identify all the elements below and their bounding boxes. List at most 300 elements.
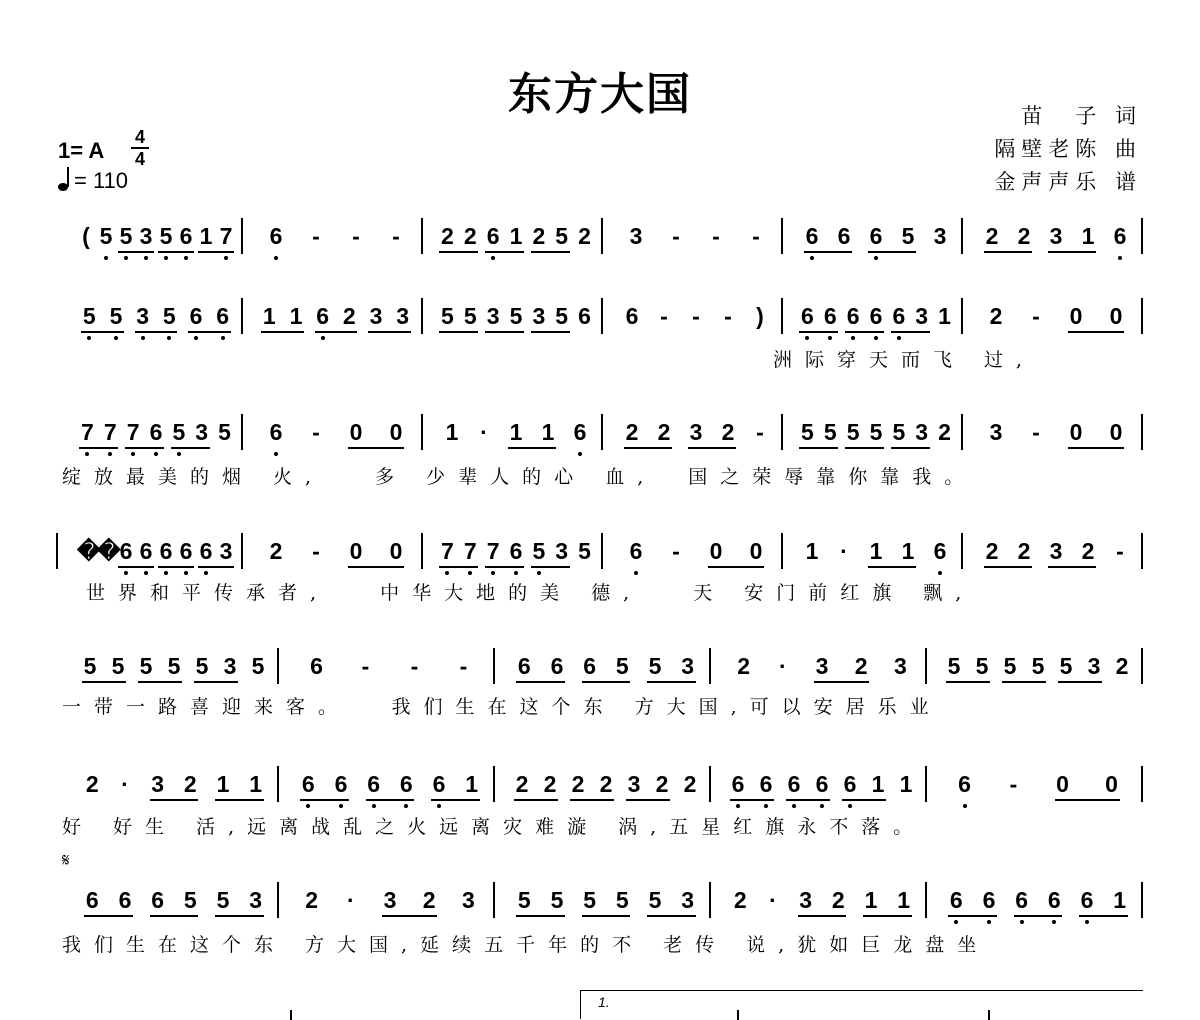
lower-octave-dot xyxy=(851,336,855,340)
note-numeral: 3 xyxy=(461,887,475,913)
note-numeral: 6 xyxy=(1080,887,1094,913)
note-numeral: 2 xyxy=(599,771,613,797)
lower-octave-dot xyxy=(634,571,638,575)
note-numeral: 2 xyxy=(985,538,999,564)
note-numeral: 2 xyxy=(543,771,557,797)
underline-beam xyxy=(868,251,916,253)
underline-beam xyxy=(582,681,631,683)
note-numeral: 3 xyxy=(486,303,500,329)
lower-octave-dot xyxy=(820,804,824,808)
lower-octave-dot xyxy=(987,920,991,924)
underline-beam xyxy=(158,566,194,568)
note-numeral: 1 xyxy=(901,538,915,564)
note-numeral: 5 xyxy=(550,887,564,913)
underline-beam xyxy=(868,566,916,568)
underline-beam xyxy=(348,447,404,449)
note-numeral: 3 xyxy=(396,303,410,329)
dash-sustain: - xyxy=(1116,538,1124,564)
lyrics-line: 绽放最美的烟 火, 多 少辈人的心 血, 国之荣辱靠你靠我。 xyxy=(62,466,977,488)
note-numeral: 6 xyxy=(199,538,213,564)
time-signature-top: 4 xyxy=(134,127,145,147)
underline-beam xyxy=(514,799,558,801)
underline-beam xyxy=(624,447,672,449)
note-numeral: 5 xyxy=(172,419,186,445)
barline xyxy=(961,533,963,569)
note-numeral: 6 xyxy=(578,303,591,329)
underline-beam xyxy=(647,915,696,917)
note-numeral: 0 xyxy=(709,538,723,564)
note-numeral: 6 xyxy=(334,771,348,797)
barline xyxy=(961,414,963,450)
note-numeral: 5 xyxy=(901,223,915,249)
lower-octave-dot xyxy=(537,571,541,575)
note-numeral: 2 xyxy=(515,771,529,797)
underline-beam xyxy=(1048,566,1096,568)
underline-beam xyxy=(845,447,884,449)
barline xyxy=(277,766,279,802)
underline-beam xyxy=(804,251,852,253)
dash-sustain: - xyxy=(410,653,419,679)
note-numeral: 2 xyxy=(1081,538,1095,564)
note-numeral: 0 xyxy=(349,538,363,564)
note-numeral: 5 xyxy=(216,887,230,913)
underline-beam xyxy=(215,915,264,917)
barline xyxy=(601,414,603,450)
note-numeral: 2 xyxy=(938,419,951,445)
underline-beam xyxy=(485,331,524,333)
underline-beam xyxy=(786,799,830,801)
underline-beam xyxy=(891,331,930,333)
barline xyxy=(1141,648,1143,684)
underline-beam xyxy=(215,799,264,801)
note-numeral: 6 xyxy=(583,653,597,679)
barline xyxy=(241,414,243,450)
dash-sustain: - xyxy=(672,223,680,249)
lower-octave-dot xyxy=(514,571,518,575)
barline xyxy=(493,766,495,802)
note-numeral: 2 xyxy=(1017,223,1031,249)
note-numeral: 1 xyxy=(249,771,263,797)
note-numeral: 2 xyxy=(683,771,697,797)
note-numeral: 7 xyxy=(219,223,233,249)
note-numeral: 5 xyxy=(975,653,989,679)
underline-beam xyxy=(485,251,524,253)
dash-sustain: - xyxy=(724,303,732,329)
note-numeral: 5 xyxy=(463,303,477,329)
barline xyxy=(601,298,603,334)
note-numeral: 6 xyxy=(269,419,283,445)
note-numeral: 6 xyxy=(432,771,446,797)
underline-beam xyxy=(814,681,869,683)
note-numeral: 5 xyxy=(892,419,906,445)
underline-beam xyxy=(626,799,670,801)
note-numeral: 1 xyxy=(899,771,913,797)
lower-octave-dot xyxy=(1052,920,1056,924)
barline xyxy=(241,533,243,569)
note-numeral: 6 xyxy=(118,887,132,913)
note-numeral: 5 xyxy=(183,887,197,913)
note-numeral: 2 xyxy=(422,887,436,913)
underline-beam xyxy=(485,566,524,568)
note-numeral: 5 xyxy=(167,653,181,679)
note-numeral: 3 xyxy=(815,653,829,679)
underline-beam xyxy=(198,566,234,568)
note-numeral: 6 xyxy=(869,223,883,249)
note-numeral: 6 xyxy=(759,771,773,797)
note-numeral: 6 xyxy=(399,771,413,797)
underline-beam xyxy=(171,447,210,449)
notation-mark: ( xyxy=(82,223,90,249)
note-numeral: 5 xyxy=(648,887,662,913)
lyrics-line: 好 好生 活,远离战乱之火远离灾难漩 涡,五星红旗永不落。 xyxy=(62,816,926,838)
underline-beam xyxy=(799,331,838,333)
barline xyxy=(241,218,243,254)
note-numeral: 3 xyxy=(195,419,209,445)
note-numeral: 2 xyxy=(733,887,747,913)
lower-octave-dot xyxy=(372,804,376,808)
note-numeral: 3 xyxy=(532,303,546,329)
note-numeral: 0 xyxy=(1109,303,1123,329)
note-numeral: 5 xyxy=(578,538,591,564)
note-numeral: 0 xyxy=(1069,303,1083,329)
note-numeral: 3 xyxy=(627,771,641,797)
note-numeral: 5 xyxy=(119,223,133,249)
note-numeral: 2 xyxy=(721,419,735,445)
underline-beam xyxy=(1048,251,1096,253)
note-numeral: 5 xyxy=(109,303,123,329)
note-numeral: 1 xyxy=(509,419,523,445)
lower-octave-dot xyxy=(874,256,878,260)
note-numeral: 6 xyxy=(367,771,381,797)
underline-beam xyxy=(198,251,234,253)
barline xyxy=(737,1010,739,1020)
note-numeral: 6 xyxy=(1015,887,1029,913)
notation-mark: · xyxy=(121,771,129,797)
underline-beam xyxy=(948,915,997,917)
note-numeral: 5 xyxy=(509,303,523,329)
note-numeral: 5 xyxy=(441,303,454,329)
note-numeral: 3 xyxy=(383,887,397,913)
lower-octave-dot xyxy=(404,804,408,808)
underline-beam xyxy=(1068,447,1124,449)
dash-sustain: - xyxy=(660,303,668,329)
underline-beam xyxy=(135,331,178,333)
barline xyxy=(961,298,963,334)
note-numeral: 2 xyxy=(737,653,750,679)
underline-beam xyxy=(1055,799,1120,801)
barline xyxy=(1141,298,1143,334)
note-numeral: 3 xyxy=(893,653,907,679)
underline-beam xyxy=(845,331,884,333)
lower-octave-dot xyxy=(141,336,145,340)
note-numeral: 2 xyxy=(1017,538,1031,564)
volta-bracket xyxy=(580,990,1143,1019)
note-numeral: 2 xyxy=(854,653,868,679)
note-numeral: 7 xyxy=(441,538,454,564)
barline xyxy=(493,882,495,918)
barline xyxy=(277,882,279,918)
barline xyxy=(1141,533,1143,569)
underline-beam xyxy=(531,331,570,333)
lower-octave-dot xyxy=(963,804,967,808)
dash-sustain: - xyxy=(352,223,360,249)
underline-beam xyxy=(531,566,570,568)
underline-beam xyxy=(150,915,199,917)
note-numeral: 5 xyxy=(159,223,173,249)
note-numeral: 5 xyxy=(869,419,883,445)
lower-octave-dot xyxy=(491,256,495,260)
note-numeral: 2 xyxy=(1115,653,1129,679)
note-numeral: 5 xyxy=(83,653,97,679)
barline xyxy=(56,533,58,569)
notation-mark: · xyxy=(480,419,488,445)
notation-mark: · xyxy=(769,887,777,913)
note-numeral: 0 xyxy=(1069,419,1083,445)
dash-sustain: - xyxy=(1032,303,1040,329)
note-numeral: 3 xyxy=(915,303,929,329)
note-numeral: 6 xyxy=(316,303,330,329)
barline xyxy=(1141,414,1143,450)
note-numeral: 3 xyxy=(136,303,150,329)
note-numeral: 0 xyxy=(349,419,363,445)
note-numeral: 1 xyxy=(1113,887,1127,913)
note-numeral: 5 xyxy=(615,653,629,679)
note-numeral: 6 xyxy=(550,653,564,679)
lower-octave-dot xyxy=(938,571,942,575)
notation-mark: · xyxy=(346,887,355,913)
notation-mark: ) xyxy=(756,303,764,329)
note-numeral: 7 xyxy=(81,419,94,445)
note-numeral: 0 xyxy=(1056,771,1069,797)
underline-beam xyxy=(138,681,182,683)
note-numeral: 5 xyxy=(583,887,597,913)
underline-beam xyxy=(1014,915,1063,917)
note-numeral: 2 xyxy=(269,538,283,564)
note-numeral: 6 xyxy=(149,419,163,445)
lower-octave-dot xyxy=(124,571,128,575)
note-numeral: 3 xyxy=(151,771,165,797)
underline-beam xyxy=(439,331,478,333)
underline-beam xyxy=(708,566,764,568)
lower-octave-dot xyxy=(1085,920,1089,924)
underline-beam xyxy=(1058,681,1102,683)
barline xyxy=(277,648,279,684)
note-numeral: 5 xyxy=(846,419,860,445)
lower-octave-dot xyxy=(764,804,768,808)
lower-octave-dot xyxy=(104,256,108,260)
lower-octave-dot xyxy=(274,256,278,260)
barline xyxy=(601,533,603,569)
dash-sustain: - xyxy=(312,223,320,249)
note-numeral: 5 xyxy=(801,419,814,445)
lower-octave-dot xyxy=(154,452,158,456)
note-numeral: 5 xyxy=(162,303,176,329)
note-numeral: 2 xyxy=(625,419,639,445)
time-signature-bottom: 4 xyxy=(134,149,145,169)
note-numeral: 0 xyxy=(1105,771,1118,797)
note-numeral: 5 xyxy=(218,419,231,445)
lower-octave-dot xyxy=(204,571,208,575)
note-numeral: 1 xyxy=(541,419,555,445)
note-numeral: 3 xyxy=(219,538,233,564)
underline-beam xyxy=(82,681,126,683)
note-numeral: 6 xyxy=(216,303,230,329)
notation-mark: � xyxy=(77,538,101,564)
barline xyxy=(709,766,711,802)
note-numeral: 3 xyxy=(249,887,263,913)
note-numeral: 5 xyxy=(99,223,113,249)
key-signature: 1= A xyxy=(58,138,105,163)
notation-mark: · xyxy=(840,538,848,564)
note-numeral: 1 xyxy=(869,538,883,564)
note-numeral: 0 xyxy=(389,538,403,564)
lyrics-line: 洲际穿天而飞 过, xyxy=(773,349,1036,371)
lower-octave-dot xyxy=(792,804,796,808)
segno-sign: 𝄋 xyxy=(62,850,70,871)
lower-octave-dot xyxy=(874,336,878,340)
note-numeral: 5 xyxy=(111,653,125,679)
note-numeral: 5 xyxy=(195,653,209,679)
note-numeral: 1 xyxy=(897,887,911,913)
lower-octave-dot xyxy=(954,920,958,924)
underline-beam xyxy=(382,915,437,917)
barline xyxy=(290,1010,292,1020)
dash-sustain: - xyxy=(692,303,700,329)
note-numeral: 5 xyxy=(1003,653,1017,679)
underline-beam xyxy=(798,915,847,917)
note-numeral: 2 xyxy=(985,223,999,249)
lower-octave-dot xyxy=(184,256,188,260)
notation-mark: · xyxy=(778,653,787,679)
lower-octave-dot xyxy=(848,804,852,808)
underline-beam xyxy=(1002,681,1046,683)
note-numeral: 2 xyxy=(571,771,585,797)
underline-beam xyxy=(984,251,1032,253)
note-numeral: 3 xyxy=(689,419,703,445)
note-numeral: 5 xyxy=(648,653,662,679)
underline-beam xyxy=(1068,331,1124,333)
note-numeral: 6 xyxy=(189,303,203,329)
note-numeral: 2 xyxy=(657,419,671,445)
lower-octave-dot xyxy=(810,256,814,260)
note-numeral: 2 xyxy=(85,771,99,797)
note-numeral: 5 xyxy=(532,538,546,564)
underline-beam xyxy=(891,447,930,449)
note-numeral: 1 xyxy=(864,887,878,913)
note-numeral: 7 xyxy=(103,419,117,445)
note-numeral: 3 xyxy=(681,653,695,679)
underline-beam xyxy=(570,799,614,801)
lower-octave-dot xyxy=(339,804,343,808)
lower-octave-dot xyxy=(306,804,310,808)
underline-beam xyxy=(300,799,349,801)
lower-octave-dot xyxy=(144,571,148,575)
lower-octave-dot xyxy=(131,452,135,456)
note-numeral: 6 xyxy=(1047,887,1061,913)
lower-octave-dot xyxy=(177,452,181,456)
dash-sustain: - xyxy=(752,223,760,249)
composer-credit: 隔壁老陈 曲 xyxy=(994,137,1142,161)
note-numeral: 3 xyxy=(223,653,237,679)
note-numeral: 0 xyxy=(749,538,763,564)
note-numeral: 3 xyxy=(1049,538,1063,564)
lower-octave-dot xyxy=(321,336,325,340)
dash-sustain: - xyxy=(756,419,764,445)
note-numeral: 2 xyxy=(441,223,454,249)
underline-beam xyxy=(582,915,631,917)
note-numeral: 6 xyxy=(837,223,851,249)
note-numeral: 3 xyxy=(1049,223,1063,249)
underline-beam xyxy=(368,331,411,333)
note-numeral: 3 xyxy=(1087,653,1101,679)
note-numeral: 1 xyxy=(938,303,951,329)
underline-beam xyxy=(261,331,304,333)
barline xyxy=(988,1010,990,1020)
note-numeral: 6 xyxy=(823,303,837,329)
lower-octave-dot xyxy=(1020,920,1024,924)
dash-sustain: - xyxy=(459,653,468,679)
underline-beam xyxy=(158,251,194,253)
underline-beam xyxy=(118,251,154,253)
note-numeral: 6 xyxy=(805,223,819,249)
note-numeral: 0 xyxy=(1109,419,1123,445)
note-numeral: 6 xyxy=(151,887,165,913)
song-title: 东方大国 xyxy=(508,69,692,120)
note-numeral: 6 xyxy=(629,538,643,564)
note-numeral: 1 xyxy=(216,771,230,797)
note-numeral: 1 xyxy=(262,303,276,329)
lower-octave-dot xyxy=(736,804,740,808)
lower-octave-dot xyxy=(194,336,198,340)
note-numeral: 2 xyxy=(532,223,546,249)
underline-beam xyxy=(431,799,480,801)
note-numeral: 5 xyxy=(1059,653,1073,679)
underline-beam xyxy=(984,566,1032,568)
note-numeral: 0 xyxy=(389,419,403,445)
lower-octave-dot xyxy=(108,452,112,456)
note-numeral: 1 xyxy=(509,223,523,249)
underline-beam xyxy=(730,799,774,801)
lower-octave-dot xyxy=(184,571,188,575)
underline-beam xyxy=(508,447,556,449)
lower-octave-dot xyxy=(221,336,225,340)
transcriber-credit: 金声声乐 谱 xyxy=(994,170,1142,194)
barline xyxy=(781,298,783,334)
dash-sustain: - xyxy=(1009,771,1018,797)
lower-octave-dot xyxy=(224,256,228,260)
underline-beam xyxy=(79,447,118,449)
note-numeral: 5 xyxy=(139,653,153,679)
note-numeral: 5 xyxy=(251,653,265,679)
note-numeral: 2 xyxy=(463,223,477,249)
note-numeral: 6 xyxy=(310,653,323,679)
note-numeral: 2 xyxy=(342,303,356,329)
barline xyxy=(925,766,927,802)
barline xyxy=(925,882,927,918)
note-numeral: 6 xyxy=(486,223,500,249)
note-numeral: 6 xyxy=(625,303,639,329)
underline-beam xyxy=(688,447,736,449)
underline-beam xyxy=(439,251,478,253)
note-numeral: 6 xyxy=(269,223,283,249)
barline xyxy=(241,298,243,334)
barline xyxy=(493,648,495,684)
barline xyxy=(781,218,783,254)
underline-beam xyxy=(799,447,838,449)
underline-beam xyxy=(1079,915,1128,917)
note-numeral: 3 xyxy=(799,887,813,913)
note-numeral: 6 xyxy=(892,303,906,329)
